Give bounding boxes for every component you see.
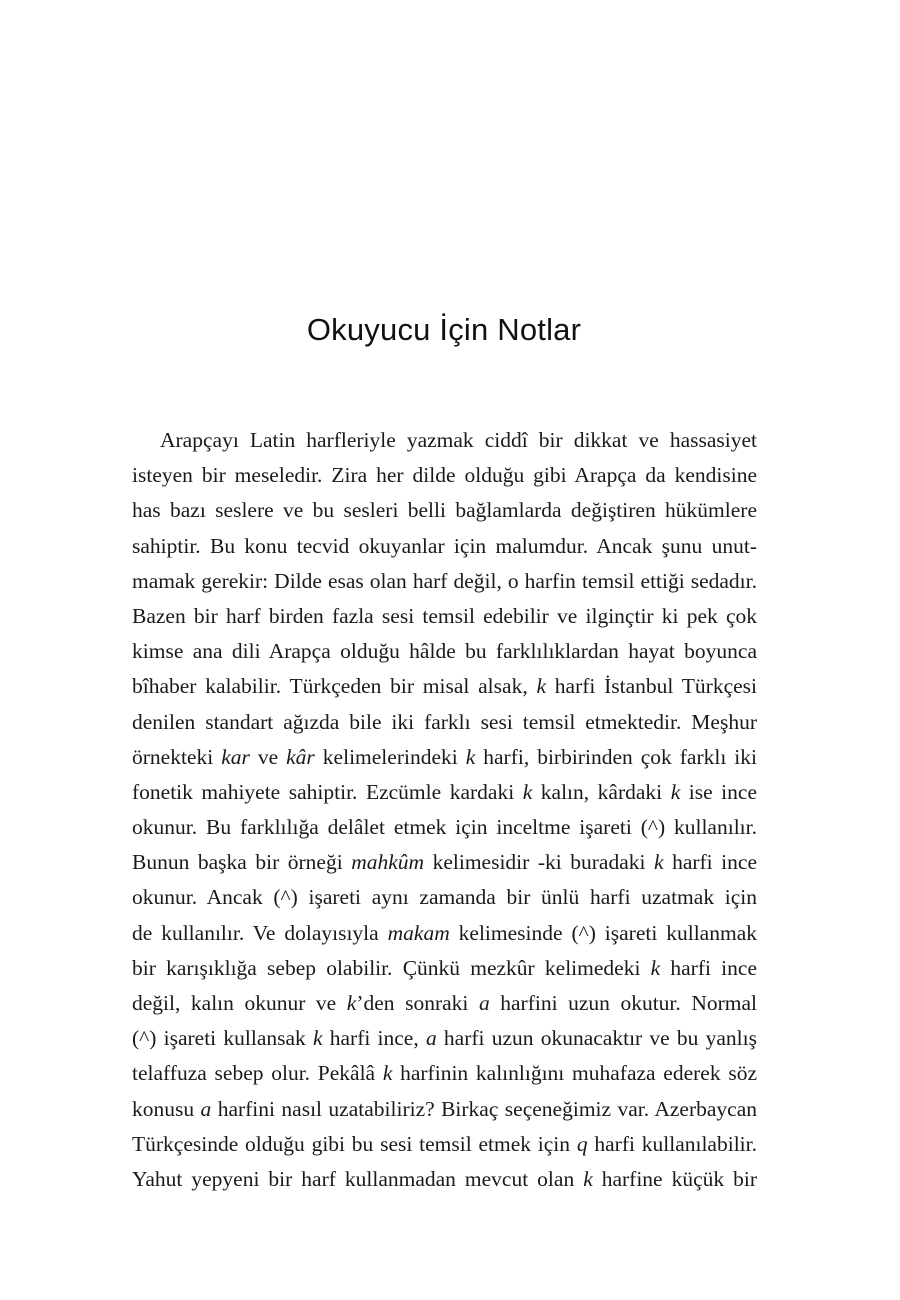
body-paragraph — [132, 423, 757, 1197]
text-line — [132, 1056, 757, 1091]
text-line — [132, 529, 757, 564]
text-run: isteyen bir meseledir. Zira her dilde olduğu gibi Arapça da kendisine — [132, 463, 757, 488]
text-line — [132, 880, 757, 915]
text-run: Türkçesinde olduğu gibi bu sesi temsil etmek için — [132, 1131, 577, 1156]
text-run: harfini uzun okutur. Normal — [489, 991, 757, 1015]
text-run: harfini nasıl uzatabiliriz? Birkaç seçeneğimiz var. Azerbaycan — [211, 1096, 757, 1121]
italic-term: k — [382, 1061, 393, 1086]
text-line — [132, 669, 757, 704]
text-line — [132, 1162, 757, 1197]
text-run: harfine küçük bir — [592, 1166, 757, 1191]
text-run: kimse ana dili Arapça olduğu hâlde bu farklılıklardan hayat boyunca — [132, 639, 757, 664]
text-run: okunur. Ancak (^) işareti aynı zamanda bir ünlü harfi uzatmak için — [132, 885, 757, 910]
text-run: has bazı seslere ve bu sesleri belli bağlamlarda değiştiren hükümlere — [132, 498, 757, 523]
text-run: Bunun başka bir örneği — [132, 850, 352, 875]
text-run: harfi İstanbul Türkçesi — [546, 674, 757, 699]
text-run: ise ince — [680, 779, 757, 804]
italic-term: k — [465, 744, 476, 769]
text-run: değil, kalın okunur ve — [132, 991, 347, 1015]
text-run: mamak gerekir: Dilde esas olan harf değil, o harfin temsil ettiği sedadır. — [132, 568, 757, 593]
text-run: okunur. Bu farklılığa delâlet etmek için inceltme işareti (^) kullanılır. — [132, 815, 757, 840]
text-run: denilen standart ağızda bile iki farklı sesi temsil etmektedir. Meşhur — [132, 709, 757, 734]
text-line — [132, 458, 757, 493]
text-line — [132, 705, 757, 740]
text-run: kelimesidir -ki buradaki — [424, 850, 654, 875]
text-run: de kullanılır. Ve dolayısıyla — [132, 920, 388, 945]
text-line — [132, 634, 757, 669]
text-line — [132, 599, 757, 634]
italic-term: k — [583, 1166, 593, 1191]
italic-term: makam — [387, 920, 450, 945]
italic-term: mahkûm — [351, 850, 425, 875]
text-run: harfi ince — [660, 955, 757, 980]
text-run: örnekteki — [132, 744, 222, 769]
italic-term: k — [346, 991, 357, 1015]
italic-term: k — [536, 674, 547, 699]
text-run: fonetik mahiyete sahiptir. Ezcümle kardaki — [132, 779, 523, 804]
text-line — [132, 564, 757, 599]
italic-term: q — [576, 1131, 588, 1156]
italic-term: k — [654, 850, 664, 875]
text-run: sahiptir. Bu konu tecvid okuyanlar için malumdur. Ancak şunu unut- — [132, 533, 757, 558]
text-run: Yahut yepyeni bir harf kullanmadan mevcut olan — [132, 1166, 584, 1191]
text-line — [132, 740, 757, 775]
text-run: harfi ince, — [322, 1026, 426, 1051]
chapter-heading: Okuyucu İçin Notlar — [306, 312, 582, 347]
text-run: bîhaber kalabilir. Türkçeden bir misal alsak, — [132, 674, 537, 699]
text-run: (^) işareti kullansak — [132, 1026, 313, 1051]
text-run: Bazen bir harf birden fazla sesi temsil edebilir ve ilginçtir ki pek çok — [132, 603, 757, 628]
text-line — [132, 810, 757, 845]
text-line — [132, 845, 757, 880]
text-run: konusu — [132, 1096, 201, 1121]
italic-term: k — [650, 955, 661, 980]
text-run: harfi kullanılabilir. — [587, 1131, 757, 1156]
italic-term: a — [478, 991, 490, 1015]
text-line — [132, 1092, 757, 1127]
text-run: bir karışıklığa sebep olabilir. Çünkü mezkûr kelimedeki — [132, 955, 651, 980]
italic-term: a — [425, 1026, 437, 1051]
text-run: kelimelerindeki — [314, 744, 466, 769]
italic-term: k — [312, 1026, 323, 1051]
italic-term: k — [522, 779, 533, 804]
text-run: harfinin kalınlığını muhafaza ederek söz — [392, 1061, 757, 1086]
text-line — [132, 1021, 757, 1056]
text-run: harfi uzun okunacaktır ve bu yanlış — [436, 1026, 757, 1051]
text-line — [132, 493, 757, 528]
text-run: ve — [249, 744, 287, 769]
text-line — [132, 1127, 757, 1162]
text-line — [132, 916, 757, 951]
text-run: Arapçayı Latin harfleriyle yazmak ciddî bir dikkat ve hassasiyet — [160, 428, 757, 452]
text-line — [132, 951, 757, 986]
italic-term: a — [200, 1096, 212, 1121]
italic-term: kâr — [286, 744, 315, 769]
text-line — [132, 986, 757, 1021]
text-run: kalın, kârdaki — [532, 779, 671, 804]
text-run: harfi, birbirinden çok farklı iki — [475, 744, 757, 769]
text-line — [132, 775, 757, 810]
italic-term: k — [670, 779, 681, 804]
italic-term: kar — [221, 744, 250, 769]
text-run: harfi ince — [663, 850, 757, 875]
text-line — [132, 423, 757, 458]
text-run: kelimesinde (^) işareti kullanmak — [449, 920, 757, 945]
text-run: ’den sonraki — [356, 991, 479, 1015]
text-run: telaffuza sebep olur. Pekâlâ — [132, 1061, 383, 1086]
